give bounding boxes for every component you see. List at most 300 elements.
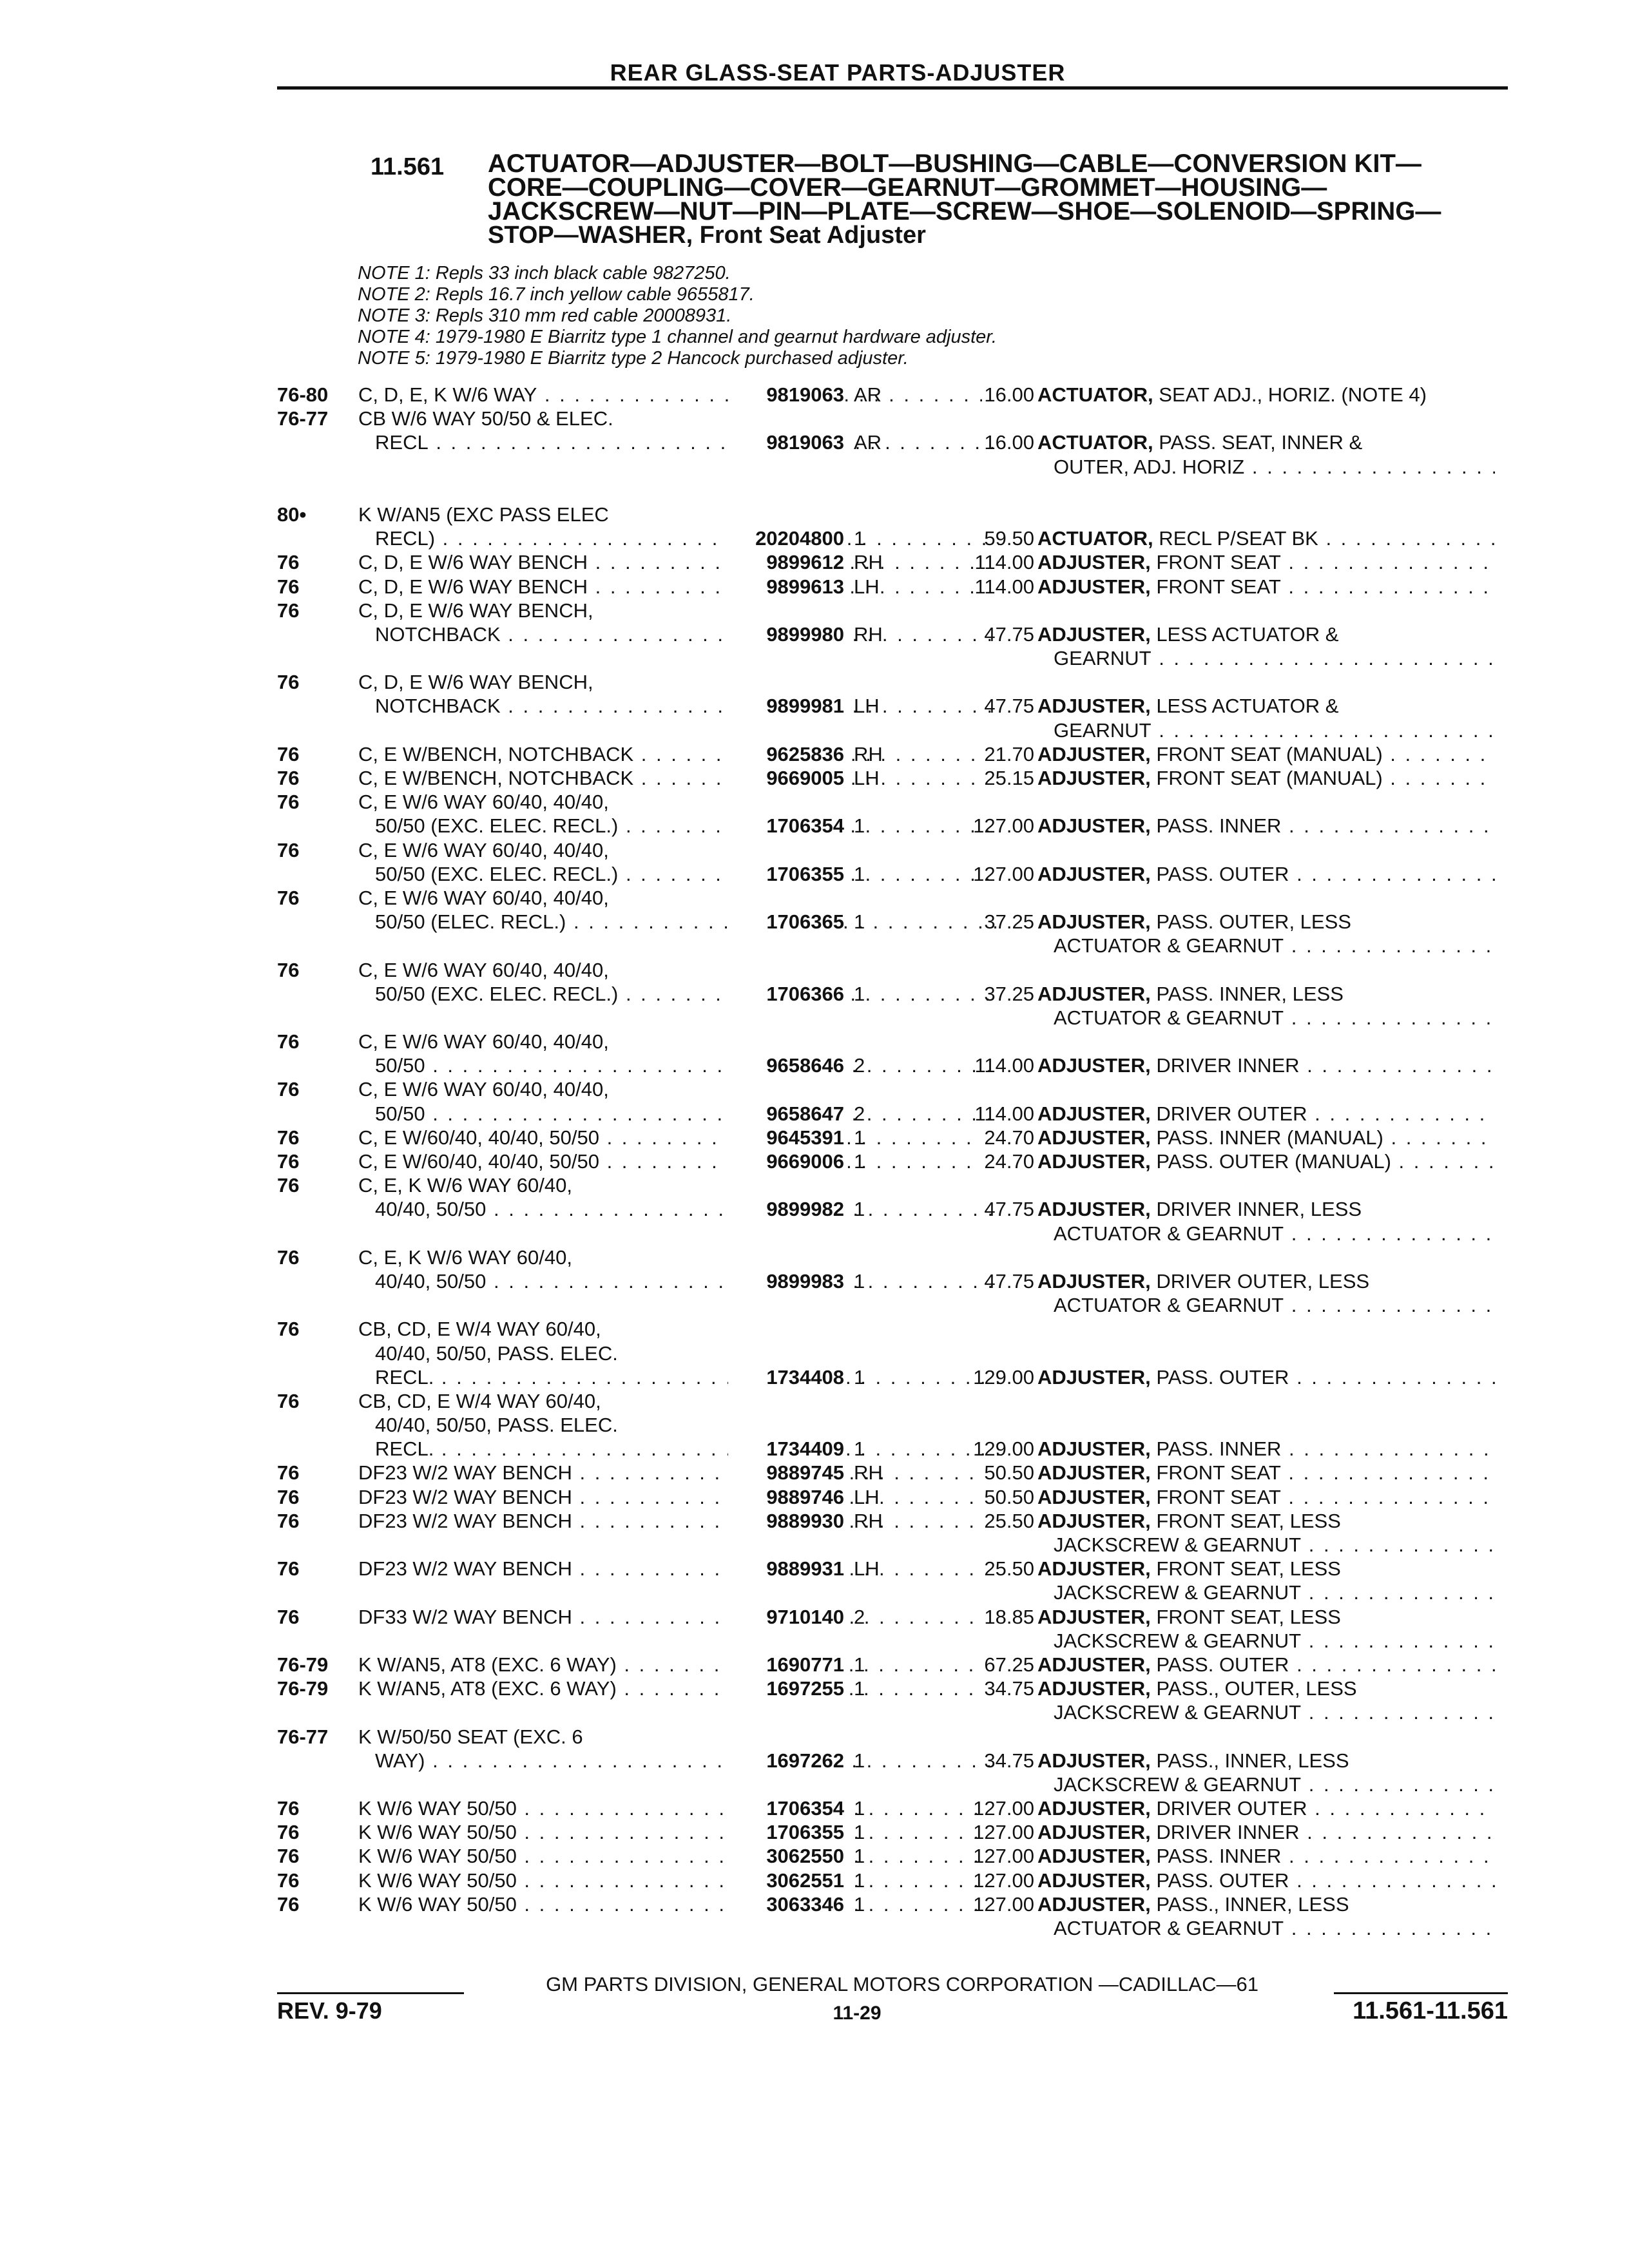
part-name-detail: PASS. OUTER bbox=[1150, 1869, 1289, 1892]
part-name-detail: LESS ACTUATOR & bbox=[1150, 695, 1339, 718]
part-name-detail: ACTUATOR & GEARNUT bbox=[1054, 1006, 1284, 1029]
notes-block bbox=[358, 263, 997, 369]
parts-row bbox=[277, 1437, 1508, 1461]
part-name bbox=[1037, 1509, 1495, 1533]
part-name-detail: JACKSCREW & GEARNUT bbox=[1054, 1533, 1302, 1556]
model-year: 76 bbox=[277, 1078, 300, 1101]
part-name-bold: ADJUSTER, bbox=[1037, 1461, 1151, 1485]
parts-row bbox=[277, 862, 1508, 886]
section-title-line: CORE—COUPLING—COVER—GEARNUT—GROMMET—HOUSING— bbox=[488, 173, 1327, 202]
model-year: 76-79 bbox=[277, 1653, 329, 1676]
part-name bbox=[1054, 1533, 1495, 1557]
part-name bbox=[1037, 1461, 1495, 1485]
part-name bbox=[1037, 814, 1495, 838]
parts-row bbox=[277, 1245, 1508, 1269]
model-year: 76 bbox=[277, 1150, 300, 1173]
parts-row bbox=[277, 718, 1508, 742]
application-desc: 50/50 (EXC. ELEC. RECL.) . . . bbox=[375, 862, 999, 886]
quantity: 1 bbox=[854, 1797, 865, 1820]
model-year: 76 bbox=[277, 1605, 300, 1628]
part-name-detail: JACKSCREW & GEARNUT bbox=[1054, 1701, 1302, 1724]
part-name-detail: PASS. INNER, LESS bbox=[1150, 982, 1344, 1005]
quantity: RH bbox=[854, 551, 883, 574]
part-number: 9710140 bbox=[728, 1605, 844, 1629]
part-name bbox=[1037, 1796, 1495, 1820]
parts-row bbox=[277, 1461, 1508, 1485]
model-year: 76 bbox=[277, 599, 300, 622]
model-year: 76 bbox=[277, 671, 300, 694]
parts-row bbox=[277, 1173, 1508, 1197]
list-price: 127.00 bbox=[973, 814, 1034, 838]
part-name bbox=[1037, 1365, 1495, 1389]
part-name-detail: DRIVER INNER bbox=[1150, 1821, 1300, 1844]
list-price: 127.00 bbox=[973, 1869, 1034, 1892]
parts-row bbox=[277, 1581, 1508, 1604]
part-name-bold: ADJUSTER, bbox=[1037, 1198, 1151, 1221]
list-price: 47.75 bbox=[984, 1198, 1034, 1221]
part-name-detail: PASS. OUTER bbox=[1150, 1653, 1289, 1676]
application-desc: DF23 W/2 WAY BENCH . . . bbox=[358, 1509, 982, 1533]
parts-row bbox=[277, 934, 1508, 957]
parts-row bbox=[277, 1820, 1508, 1844]
application-desc: 50/50 . . . bbox=[375, 1053, 999, 1077]
model-year: 80• bbox=[277, 503, 307, 526]
part-name-bold: ADJUSTER, bbox=[1037, 1653, 1151, 1676]
part-number: 1706354 bbox=[728, 814, 844, 838]
part-name-bold: ADJUSTER, bbox=[1037, 1365, 1151, 1389]
parts-row bbox=[277, 1892, 1508, 1916]
application-desc: 40/40, 50/50 . . . bbox=[375, 1269, 999, 1293]
part-name-bold: ADJUSTER, bbox=[1037, 551, 1151, 574]
application-desc: DF23 W/2 WAY BENCH . . . bbox=[358, 1485, 982, 1509]
model-year: 76 bbox=[277, 551, 300, 574]
part-number: 1706365 bbox=[728, 910, 844, 934]
parts-row bbox=[277, 1773, 1508, 1796]
part-name-bold: ADJUSTER, bbox=[1037, 1677, 1151, 1700]
list-price: 127.00 bbox=[973, 1845, 1034, 1868]
model-year: 76 bbox=[277, 1030, 300, 1053]
part-number: 9899983 bbox=[728, 1269, 844, 1293]
quantity: 1 bbox=[854, 1437, 865, 1461]
part-name-bold: ADJUSTER, bbox=[1037, 1054, 1151, 1077]
row-spacer bbox=[277, 479, 1508, 503]
parts-row bbox=[277, 1700, 1508, 1724]
part-name-detail: FRONT SEAT bbox=[1150, 551, 1281, 574]
application-desc: K W/AN5 (EXC PASS ELEC bbox=[358, 503, 609, 526]
application-desc: C, E, K W/6 WAY 60/40, bbox=[358, 1174, 572, 1197]
list-price: 67.25 bbox=[984, 1653, 1034, 1676]
application-desc: C, E W/6 WAY 60/40, 40/40, bbox=[358, 1030, 609, 1053]
part-name-detail: DRIVER OUTER bbox=[1150, 1797, 1307, 1820]
parts-row bbox=[277, 1916, 1508, 1940]
part-name bbox=[1037, 1149, 1495, 1173]
parts-row bbox=[277, 407, 1508, 430]
part-name-detail: DRIVER INNER, LESS bbox=[1150, 1198, 1362, 1221]
parts-row bbox=[277, 982, 1508, 1006]
model-year: 76 bbox=[277, 886, 300, 909]
part-name-bold: ADJUSTER, bbox=[1037, 1269, 1151, 1293]
part-name bbox=[1037, 910, 1495, 934]
application-desc: 40/40, 50/50, PASS. ELEC. bbox=[375, 1414, 618, 1437]
list-price: 59.50 bbox=[984, 527, 1034, 550]
part-name-bold: ADJUSTER, bbox=[1037, 1821, 1151, 1844]
part-name-bold: ADJUSTER, bbox=[1037, 1102, 1151, 1125]
part-name-detail: ACTUATOR & GEARNUT bbox=[1054, 1222, 1284, 1245]
part-name-detail: RECL P/SEAT BK bbox=[1153, 527, 1318, 550]
quantity: RH bbox=[854, 742, 883, 765]
part-name bbox=[1037, 742, 1495, 766]
parts-row bbox=[277, 1509, 1508, 1533]
model-year: 76 bbox=[277, 742, 300, 765]
application-desc: C, D, E, K W/6 WAY . . . bbox=[358, 383, 982, 407]
application-desc: C, E W/60/40, 40/40, 50/50 . . . bbox=[358, 1126, 982, 1149]
parts-row bbox=[277, 1341, 1508, 1365]
part-number: 9658647 bbox=[728, 1102, 844, 1126]
parts-row bbox=[277, 1653, 1508, 1677]
part-name bbox=[1037, 1197, 1495, 1221]
quantity: 2 bbox=[854, 1054, 865, 1077]
part-name bbox=[1037, 526, 1495, 550]
parts-row bbox=[277, 550, 1508, 574]
part-name-detail: PASS., INNER, LESS bbox=[1150, 1892, 1349, 1916]
part-name bbox=[1037, 1437, 1495, 1461]
list-price: 21.70 bbox=[984, 742, 1034, 765]
application-desc: CB, CD, E W/4 WAY 60/40, bbox=[358, 1389, 601, 1412]
part-name bbox=[1054, 718, 1495, 742]
model-year: 76 bbox=[277, 1797, 300, 1820]
part-number: 3062550 bbox=[728, 1844, 844, 1868]
quantity: 1 bbox=[854, 1198, 865, 1221]
part-name-detail: OUTER, ADJ. HORIZ bbox=[1054, 455, 1245, 478]
part-name-detail: FRONT SEAT bbox=[1150, 575, 1281, 598]
part-name-bold: ADJUSTER, bbox=[1037, 910, 1151, 934]
application-desc: C, E W/60/40, 40/40, 50/50 . . . bbox=[358, 1149, 982, 1173]
application-desc: CB W/6 WAY 50/50 & ELEC. bbox=[358, 407, 613, 430]
model-year: 76 bbox=[277, 958, 300, 981]
revision-label: REV. 9-79 bbox=[277, 1997, 382, 2024]
part-name-detail: PASS. INNER (MANUAL) bbox=[1150, 1126, 1383, 1149]
quantity: 1 bbox=[854, 527, 865, 550]
application-desc: RECL) . . . bbox=[375, 526, 999, 550]
application-desc: DF33 W/2 WAY BENCH . . . bbox=[358, 1605, 982, 1629]
part-number: 9669005 bbox=[728, 766, 844, 790]
part-name-detail: DRIVER OUTER, LESS bbox=[1150, 1269, 1370, 1293]
part-name-detail: GEARNUT bbox=[1054, 647, 1152, 670]
parts-row bbox=[277, 1413, 1508, 1437]
part-name bbox=[1037, 1485, 1495, 1509]
part-number: 1734408 bbox=[728, 1365, 844, 1389]
part-name-detail: PASS., OUTER, LESS bbox=[1150, 1677, 1357, 1700]
list-price: 127.00 bbox=[973, 1797, 1034, 1820]
application-desc: C, D, E W/6 WAY BENCH, bbox=[358, 671, 593, 694]
part-name-bold: ADJUSTER, bbox=[1037, 1126, 1151, 1149]
parts-row bbox=[277, 1102, 1508, 1126]
application-desc: RECL . . . bbox=[375, 430, 999, 454]
parts-row bbox=[277, 1796, 1508, 1820]
model-year: 76 bbox=[277, 1389, 300, 1412]
model-year: 76 bbox=[277, 1821, 300, 1844]
quantity: 1 bbox=[854, 1892, 865, 1916]
part-name bbox=[1037, 1892, 1495, 1916]
model-year: 76 bbox=[277, 1485, 300, 1508]
parts-row bbox=[277, 1389, 1508, 1413]
application-desc: C, E W/6 WAY 60/40, 40/40, bbox=[358, 886, 609, 909]
model-year: 76-79 bbox=[277, 1677, 329, 1700]
list-price: 127.00 bbox=[973, 862, 1034, 885]
parts-row bbox=[277, 1149, 1508, 1173]
parts-row bbox=[277, 1844, 1508, 1868]
model-year: 76 bbox=[277, 838, 300, 861]
parts-row bbox=[277, 1030, 1508, 1053]
quantity: 1 bbox=[854, 1677, 865, 1700]
model-year: 76 bbox=[277, 1126, 300, 1149]
list-price: 127.00 bbox=[973, 1821, 1034, 1844]
part-name bbox=[1054, 1006, 1495, 1030]
part-name-bold: ADJUSTER, bbox=[1037, 1749, 1151, 1772]
part-name bbox=[1054, 646, 1495, 670]
parts-row bbox=[277, 1293, 1508, 1317]
header-rule bbox=[277, 86, 1508, 90]
part-name bbox=[1037, 1749, 1495, 1773]
quantity: 1 bbox=[854, 1749, 865, 1772]
application-desc: K W/6 WAY 50/50 . . . bbox=[358, 1892, 982, 1916]
part-name-detail: PASS. OUTER, LESS bbox=[1150, 910, 1351, 934]
model-year: 76 bbox=[277, 1509, 300, 1532]
part-name bbox=[1037, 575, 1495, 599]
part-name bbox=[1037, 1102, 1495, 1126]
parts-row bbox=[277, 575, 1508, 599]
parts-row bbox=[277, 1053, 1508, 1077]
application-desc: 40/40, 50/50, PASS. ELEC. bbox=[375, 1341, 618, 1365]
part-name-bold: ADJUSTER, bbox=[1037, 742, 1151, 765]
quantity: AR bbox=[854, 431, 882, 454]
quantity: 1 bbox=[854, 1269, 865, 1293]
part-number: 9889746 bbox=[728, 1485, 844, 1509]
quantity: 2 bbox=[854, 1102, 865, 1125]
parts-row bbox=[277, 503, 1508, 526]
part-name-bold: ADJUSTER, bbox=[1037, 622, 1151, 646]
part-name-bold: ADJUSTER, bbox=[1037, 1557, 1151, 1581]
list-price: 114.00 bbox=[974, 1054, 1034, 1077]
part-number: 9625836 bbox=[728, 742, 844, 766]
part-number: 9899982 bbox=[728, 1197, 844, 1221]
parts-row bbox=[277, 1677, 1508, 1700]
part-name-detail: FRONT SEAT (MANUAL) bbox=[1150, 742, 1383, 765]
part-name bbox=[1037, 550, 1495, 574]
parts-row bbox=[277, 838, 1508, 862]
part-name bbox=[1037, 1844, 1495, 1868]
quantity: 1 bbox=[854, 1869, 865, 1892]
part-name bbox=[1037, 622, 1495, 646]
part-name bbox=[1054, 1222, 1495, 1245]
part-name-detail: DRIVER OUTER bbox=[1150, 1102, 1307, 1125]
list-price: 47.75 bbox=[984, 695, 1034, 718]
parts-list bbox=[277, 383, 1508, 1940]
quantity: RH bbox=[854, 1509, 883, 1532]
part-number: 9899612 bbox=[728, 550, 844, 574]
parts-row bbox=[277, 430, 1508, 454]
application-desc: C, E W/BENCH, NOTCHBACK . . . bbox=[358, 766, 982, 790]
part-number: 3062551 bbox=[728, 1869, 844, 1892]
part-name-bold: ADJUSTER, bbox=[1037, 982, 1151, 1005]
parts-row bbox=[277, 622, 1508, 646]
part-name-detail: JACKSCREW & GEARNUT bbox=[1054, 1581, 1302, 1604]
part-number: 1734409 bbox=[728, 1437, 844, 1461]
application-desc: 50/50 (EXC. ELEC. RECL.) . . . bbox=[375, 982, 999, 1006]
part-name-detail: SEAT ADJ., HORIZ. (NOTE 4) bbox=[1153, 383, 1427, 406]
part-name bbox=[1054, 455, 1495, 479]
part-name-detail: PASS. SEAT, INNER & bbox=[1153, 431, 1363, 454]
part-name bbox=[1037, 1557, 1495, 1581]
list-price: 16.00 bbox=[984, 431, 1034, 454]
part-number: 3063346 bbox=[728, 1892, 844, 1916]
page-title: REAR GLASS-SEAT PARTS-ADJUSTER bbox=[610, 59, 1066, 86]
list-price: 47.75 bbox=[984, 622, 1034, 646]
note-4: NOTE 4: 1979-1980 E Biarritz type 1 channel and gearnut hardware adjuster. bbox=[358, 327, 997, 347]
list-price: 37.25 bbox=[984, 982, 1034, 1005]
quantity: 2 bbox=[854, 1605, 865, 1628]
part-name bbox=[1054, 1581, 1495, 1604]
parts-row bbox=[277, 790, 1508, 814]
parts-row bbox=[277, 1126, 1508, 1149]
application-desc: 50/50 (ELEC. RECL.) . . . bbox=[375, 910, 999, 934]
part-name-bold: ACTUATOR, bbox=[1037, 383, 1153, 406]
part-name-detail: PASS. INNER bbox=[1150, 814, 1282, 838]
page-number: 11-29 bbox=[833, 2003, 882, 2024]
part-name bbox=[1054, 1629, 1495, 1653]
application-desc: NOTCHBACK . . . bbox=[375, 622, 999, 646]
part-name-detail: FRONT SEAT, LESS bbox=[1150, 1509, 1341, 1532]
parts-row bbox=[277, 1533, 1508, 1557]
part-name-bold: ADJUSTER, bbox=[1037, 1797, 1151, 1820]
part-number: 1706354 bbox=[728, 1796, 844, 1820]
list-price: 25.15 bbox=[984, 767, 1034, 789]
quantity: 1 bbox=[854, 1126, 865, 1149]
parts-row bbox=[277, 910, 1508, 934]
parts-row bbox=[277, 1269, 1508, 1293]
application-desc: C, D, E W/6 WAY BENCH . . . bbox=[358, 550, 982, 574]
quantity: 1 bbox=[854, 1150, 865, 1173]
parts-row bbox=[277, 646, 1508, 670]
quantity: LH bbox=[854, 1485, 880, 1508]
part-name bbox=[1054, 1293, 1495, 1317]
part-number: 9899981 bbox=[728, 694, 844, 718]
part-number: 9645391 bbox=[728, 1126, 844, 1149]
application-desc: C, E W/BENCH, NOTCHBACK . . . bbox=[358, 742, 982, 766]
part-name-bold: ADJUSTER, bbox=[1037, 862, 1151, 885]
part-name-bold: ADJUSTER, bbox=[1037, 1845, 1151, 1868]
list-price: 25.50 bbox=[984, 1509, 1034, 1532]
part-name-bold: ADJUSTER, bbox=[1037, 1509, 1151, 1532]
parts-row bbox=[277, 670, 1508, 694]
parts-row bbox=[277, 1557, 1508, 1581]
part-name-detail: ACTUATOR & GEARNUT bbox=[1054, 934, 1284, 957]
parts-row bbox=[277, 1485, 1508, 1509]
parts-row bbox=[277, 1749, 1508, 1773]
part-number: 1697255 bbox=[728, 1677, 844, 1700]
quantity: 1 bbox=[854, 862, 865, 885]
parts-row bbox=[277, 886, 1508, 910]
parts-row bbox=[277, 1077, 1508, 1101]
quantity: 1 bbox=[854, 1845, 865, 1868]
part-name-bold: ADJUSTER, bbox=[1037, 1437, 1151, 1461]
quantity: RH bbox=[854, 1461, 883, 1485]
list-price: 16.00 bbox=[984, 383, 1034, 406]
parts-row bbox=[277, 383, 1508, 407]
part-name-detail: PASS. OUTER (MANUAL) bbox=[1150, 1150, 1391, 1173]
application-desc: K W/50/50 SEAT (EXC. 6 bbox=[358, 1725, 583, 1748]
part-name-detail: PASS. INNER bbox=[1150, 1845, 1282, 1868]
part-name-detail: ACTUATOR & GEARNUT bbox=[1054, 1917, 1284, 1939]
part-name-detail: FRONT SEAT, LESS bbox=[1150, 1605, 1341, 1628]
model-year: 76-77 bbox=[277, 1725, 329, 1748]
note-2: NOTE 2: Repls 16.7 inch yellow cable 9655817. bbox=[358, 284, 755, 305]
part-name-detail: FRONT SEAT (MANUAL) bbox=[1150, 767, 1383, 789]
part-name-bold: ACTUATOR, bbox=[1037, 431, 1153, 454]
application-desc: C, E W/6 WAY 60/40, 40/40, bbox=[358, 958, 609, 981]
application-desc: 50/50 (EXC. ELEC. RECL.) . . . bbox=[375, 814, 999, 838]
model-year: 76 bbox=[277, 1245, 300, 1269]
list-price: 114.00 bbox=[974, 1102, 1034, 1125]
parts-row bbox=[277, 1605, 1508, 1629]
model-year: 76 bbox=[277, 791, 300, 814]
part-name bbox=[1054, 1700, 1495, 1724]
model-year: 76 bbox=[277, 1869, 300, 1892]
part-number: 9889930 bbox=[728, 1509, 844, 1533]
part-name bbox=[1037, 982, 1495, 1006]
footer-rule-left bbox=[277, 1992, 464, 1994]
part-name-bold: ADJUSTER, bbox=[1037, 767, 1151, 789]
application-desc: K W/6 WAY 50/50 . . . bbox=[358, 1844, 982, 1868]
application-desc: DF23 W/2 WAY BENCH . . . bbox=[358, 1557, 982, 1581]
part-number: 1690771 bbox=[728, 1653, 844, 1677]
quantity: LH bbox=[854, 575, 880, 598]
model-year: 76-80 bbox=[277, 383, 329, 406]
application-desc: RECL. . . . bbox=[375, 1365, 999, 1389]
part-name-detail: PASS., INNER, LESS bbox=[1150, 1749, 1349, 1772]
part-name-detail: DRIVER INNER bbox=[1150, 1054, 1300, 1077]
part-name-detail: PASS. OUTER bbox=[1150, 862, 1289, 885]
application-desc: 40/40, 50/50 . . . bbox=[375, 1197, 999, 1221]
part-name-detail: FRONT SEAT bbox=[1150, 1485, 1281, 1508]
part-name-detail: LESS ACTUATOR & bbox=[1150, 622, 1339, 646]
quantity: LH bbox=[854, 695, 880, 718]
parts-row bbox=[277, 455, 1508, 479]
model-year: 76 bbox=[277, 1318, 300, 1341]
list-price: 47.75 bbox=[984, 1269, 1034, 1293]
part-name-bold: ADJUSTER, bbox=[1037, 575, 1151, 598]
model-year: 76 bbox=[277, 767, 300, 789]
parts-row bbox=[277, 1222, 1508, 1245]
quantity: 1 bbox=[854, 1365, 865, 1389]
parts-row bbox=[277, 814, 1508, 838]
part-number: 9899980 bbox=[728, 622, 844, 646]
part-name-detail: JACKSCREW & GEARNUT bbox=[1054, 1773, 1302, 1796]
part-name-bold: ADJUSTER, bbox=[1037, 814, 1151, 838]
parts-row bbox=[277, 1869, 1508, 1892]
model-year: 76 bbox=[277, 1461, 300, 1485]
parts-row bbox=[277, 1725, 1508, 1749]
quantity: 1 bbox=[854, 814, 865, 838]
list-price: 114.00 bbox=[974, 575, 1034, 598]
part-name bbox=[1037, 694, 1495, 718]
part-name bbox=[1037, 862, 1495, 886]
application-desc: K W/6 WAY 50/50 . . . bbox=[358, 1796, 982, 1820]
model-year: 76-77 bbox=[277, 407, 329, 430]
application-desc: K W/AN5, AT8 (EXC. 6 WAY) . . . bbox=[358, 1677, 982, 1700]
part-number: 9819063 bbox=[728, 430, 844, 454]
application-desc: K W/6 WAY 50/50 . . . bbox=[358, 1869, 982, 1892]
